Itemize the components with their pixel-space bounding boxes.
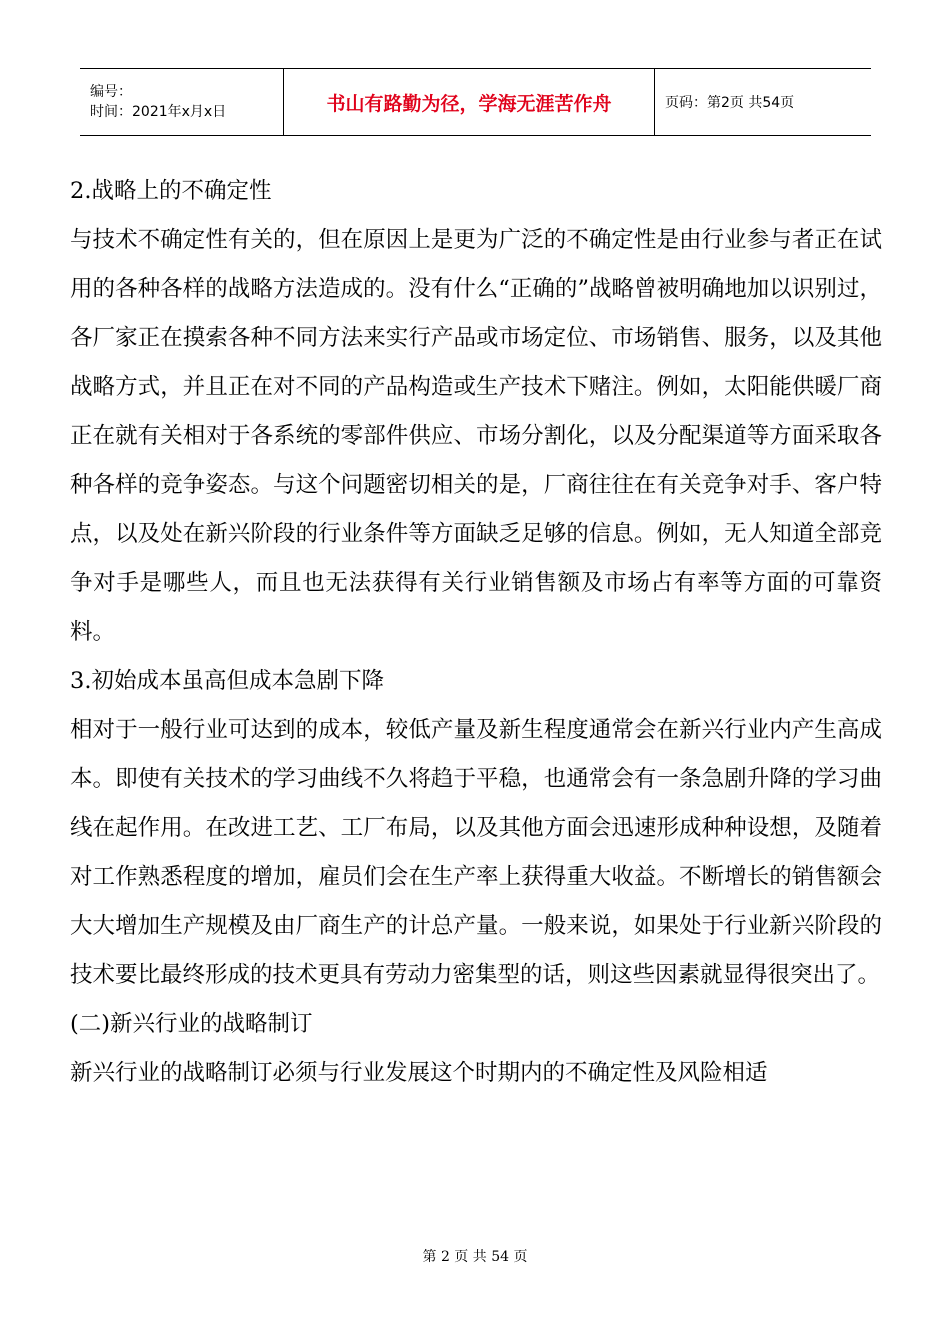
document-number-label: 编号： xyxy=(90,84,132,100)
header-meta xyxy=(80,69,283,135)
page-header xyxy=(80,68,871,136)
header-page-info xyxy=(655,69,871,135)
document-date: 时间：2021年x月x日 xyxy=(90,104,227,120)
section-heading-cost-decline: 3.初始成本虽高但成本急剧下降 xyxy=(70,668,384,694)
paragraph-cost-decline: 相对于一般行业可达到的成本，较低产量及新生程度通常会在新兴行业内产生高成本。即使有关技术的学习曲线不久将趋于平稳，也通常会有一条急剧升降的学习曲线在起作用。在改进工艺、工厂布局，以及其他方面会迅速形成种种设想，及随着对工作熟悉程度的增加，雇员们会在生产率上获得重大收益。不断增长的销售额会大大增加生产规模及由厂商生产的计总产量。一般来说，如果处于行业新兴阶段的技术要比最终形成的技术更具有劳动力密集型的话，则这些因素就显得很突出了。 xyxy=(70,717,882,988)
motto-text: 书山有路勤为径，学海无涯苦作舟 xyxy=(326,92,612,115)
page-footer xyxy=(0,1246,950,1266)
paragraph-strategic-uncertainty: 与技术不确定性有关的，但在原因上是更为广泛的不确定性是由行业参与者正在试用的各种各样的战略方法造成的。没有什么“正确的”战略曾被明确地加以识别过，各厂家正在摸索各种不同方法来实行产品或市场定位、市场销售、服务，以及其他战略方式，并且正在对不同的产品构造或生产技术下赌注。例如，太阳能供暖厂商正在就有关相对于各系统的零部件供应、市场分割化，以及分配渠道等方面采取各种各样的竞争姿态。与这个问题密切相关的是，厂商往往在有关竞争对手、客户特点，以及处在新兴阶段的行业条件等方面缺乏足够的信息。例如，无人知道全部竞争对手是哪些人，而且也无法获得有关行业销售额及市场占有率等方面的可靠资料。 xyxy=(70,227,882,645)
document-body xyxy=(70,167,882,1098)
section-heading-strategic-uncertainty: 2.战略上的不确定性 xyxy=(70,178,272,204)
section-heading-strategy-formulation: (二)新兴行业的战略制订 xyxy=(70,1011,313,1037)
header-motto xyxy=(283,69,655,135)
page-info-text: 页码：第2页 共54页 xyxy=(665,95,795,111)
footer-page-number: 第 2 页 共 54 页 xyxy=(422,1249,528,1265)
paragraph-strategy-formulation: 新兴行业的战略制订必须与行业发展这个时期内的不确定性及风险相适 xyxy=(70,1060,768,1086)
